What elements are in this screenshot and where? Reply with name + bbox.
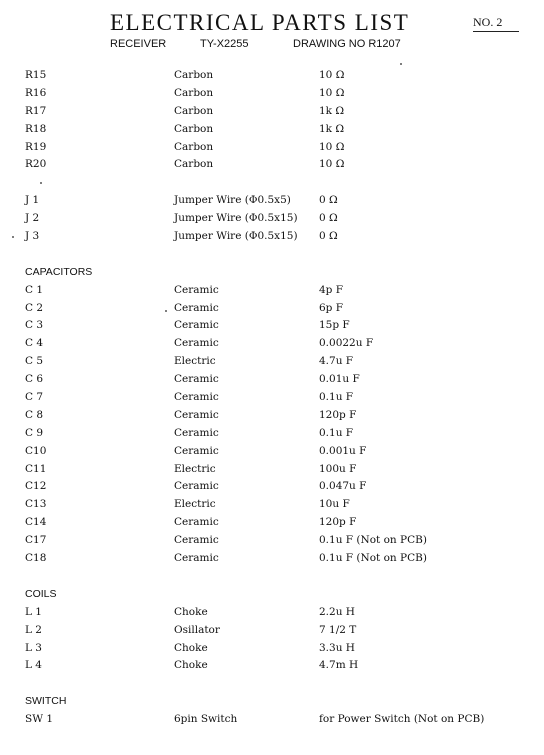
part-row-r15 [25, 67, 525, 85]
part-value: 4p F [319, 283, 344, 296]
part-ref: C 6 [25, 373, 44, 386]
part-value: 4.7m H [319, 659, 359, 672]
part-row-c1 [25, 282, 525, 300]
part-value: 120p F [319, 408, 357, 421]
part-type: Ceramic [174, 337, 219, 350]
part-row-sw1 [25, 711, 525, 729]
part-type: Electric [174, 355, 216, 368]
part-value: 3.3u H [319, 641, 355, 654]
part-row-c7 [25, 389, 525, 407]
part-ref: C 7 [25, 391, 44, 404]
part-type: Electric [174, 462, 216, 475]
part-type: Osillator [174, 623, 220, 636]
part-ref: C 8 [25, 408, 44, 421]
part-ref: R17 [25, 104, 47, 117]
scan-speck [400, 63, 402, 65]
part-ref: J 1 [25, 194, 40, 207]
part-type: Ceramic [174, 516, 219, 529]
part-ref: R16 [25, 86, 47, 99]
part-value: 0 Ω [319, 212, 338, 225]
part-value: 10 Ω [319, 140, 345, 153]
part-row-l2 [25, 622, 525, 640]
part-value: 0.1u F [319, 391, 354, 404]
part-row-c5 [25, 353, 525, 371]
part-row-r20 [25, 156, 525, 174]
part-ref: C12 [25, 480, 47, 493]
part-value: 15p F [319, 319, 350, 332]
part-type: Carbon [174, 104, 214, 117]
part-type: Ceramic [174, 373, 219, 386]
part-ref: R19 [25, 140, 47, 153]
part-row-c10 [25, 443, 525, 461]
jumper-group [25, 192, 525, 246]
part-row-c18 [25, 550, 525, 568]
part-ref: C11 [25, 462, 47, 475]
part-type: Ceramic [174, 391, 219, 404]
part-type: Carbon [174, 122, 214, 135]
part-ref: J 3 [25, 230, 40, 243]
part-ref: R15 [25, 69, 47, 81]
part-row-r17 [25, 103, 525, 121]
part-row-c3 [25, 317, 525, 335]
part-value: 1k Ω [319, 104, 345, 117]
part-type: 6pin Switch [174, 713, 238, 726]
part-ref: L 2 [25, 623, 42, 636]
part-type: Carbon [174, 86, 214, 99]
part-ref: C14 [25, 516, 47, 529]
receiver-label: RECEIVER [110, 38, 167, 50]
part-type: Ceramic [174, 480, 219, 493]
part-value: 10 Ω [319, 86, 345, 99]
switch-heading: SWITCH [25, 695, 67, 708]
part-value: 0.01u F [319, 373, 360, 386]
part-type: Ceramic [174, 408, 219, 421]
part-type: Electric [174, 498, 216, 511]
part-row-c9 [25, 425, 525, 443]
part-value: 7 1/2 T [319, 623, 357, 636]
part-value: 2.2u H [319, 605, 355, 618]
part-value: 0.1u F (Not on PCB) [319, 534, 427, 547]
part-value: 10u F [319, 498, 350, 511]
document-title: ELECTRICAL PARTS LIST [110, 10, 410, 35]
part-value: 0 Ω [319, 194, 338, 207]
part-ref: R18 [25, 122, 47, 135]
section-spacer [25, 568, 525, 586]
capacitor-group [25, 282, 525, 568]
part-row-c4 [25, 335, 525, 353]
part-row-c2 [25, 300, 525, 318]
part-type: Ceramic [174, 319, 219, 332]
part-ref: SW 1 [25, 713, 54, 726]
part-ref: L 4 [25, 659, 42, 672]
part-row-c8 [25, 407, 525, 425]
part-type: Ceramic [174, 534, 219, 547]
part-row-c13 [25, 496, 525, 514]
part-ref: J 2 [25, 212, 40, 225]
part-row-l4 [25, 657, 525, 675]
part-row-l3 [25, 640, 525, 658]
part-value: 4.7u F [319, 355, 354, 368]
part-type: Jumper Wire (Φ0.5x5) [174, 194, 291, 207]
coil-group [25, 604, 525, 676]
part-ref: L 3 [25, 641, 42, 654]
part-ref: C18 [25, 552, 47, 565]
part-value: 6p F [319, 301, 344, 314]
part-value: 1k Ω [319, 122, 345, 135]
part-row-r19 [25, 139, 525, 157]
part-ref: C 4 [25, 337, 44, 350]
part-value: 100u F [319, 462, 357, 475]
section-spacer [25, 174, 525, 192]
part-row-l1 [25, 604, 525, 622]
part-type: Ceramic [174, 301, 219, 314]
part-value: 0.001u F [319, 444, 367, 457]
part-type: Ceramic [174, 552, 219, 565]
part-ref: C 3 [25, 319, 44, 332]
part-ref: C17 [25, 534, 47, 547]
model-number: TY-X2255 [200, 38, 249, 50]
part-type: Choke [174, 659, 208, 672]
part-row-j1 [25, 192, 525, 210]
part-row-c14 [25, 514, 525, 532]
section-spacer [25, 675, 525, 693]
part-type: Carbon [174, 69, 214, 81]
resistor-group [25, 67, 525, 174]
drawing-number: DRAWING NO R1207 [293, 38, 401, 50]
part-type: Ceramic [174, 283, 219, 296]
part-ref: C 5 [25, 355, 44, 368]
document-number: NO. 2 [473, 15, 519, 32]
part-type: Carbon [174, 140, 214, 153]
part-type: Ceramic [174, 426, 219, 439]
scan-speck [12, 236, 14, 238]
part-type: Jumper Wire (Φ0.5x15) [174, 230, 298, 243]
part-ref: R20 [25, 158, 47, 171]
coils-heading: COILS [25, 587, 57, 600]
part-value: for Power Switch (Not on PCB) [319, 713, 485, 726]
part-type: Jumper Wire (Φ0.5x15) [174, 212, 298, 225]
parts-list [25, 67, 525, 729]
part-ref: C 9 [25, 426, 44, 439]
part-value: 0.1u F [319, 426, 354, 439]
part-value: 10 Ω [319, 158, 345, 171]
part-ref: C 1 [25, 283, 44, 296]
part-row-c6 [25, 371, 525, 389]
part-value: 0 Ω [319, 230, 338, 243]
part-ref: L 1 [25, 605, 42, 618]
part-type: Ceramic [174, 444, 219, 457]
switch-group [25, 711, 525, 729]
capacitors-heading: CAPACITORS [25, 265, 93, 278]
part-row-j2 [25, 210, 525, 228]
part-value: 10 Ω [319, 69, 345, 81]
part-type: Carbon [174, 158, 214, 171]
part-row-r16 [25, 85, 525, 103]
part-value: 0.047u F [319, 480, 367, 493]
part-ref: C13 [25, 498, 47, 511]
part-row-j3 [25, 228, 525, 246]
part-ref: C 2 [25, 301, 44, 314]
part-row-c11 [25, 461, 525, 479]
part-type: Choke [174, 641, 208, 654]
part-value: 0.0022u F [319, 337, 374, 350]
part-row-r18 [25, 121, 525, 139]
section-spacer [25, 246, 525, 264]
part-row-c12 [25, 478, 525, 496]
part-value: 120p F [319, 516, 357, 529]
part-ref: C10 [25, 444, 47, 457]
part-value: 0.1u F (Not on PCB) [319, 552, 427, 565]
part-type: Choke [174, 605, 208, 618]
part-row-c17 [25, 532, 525, 550]
